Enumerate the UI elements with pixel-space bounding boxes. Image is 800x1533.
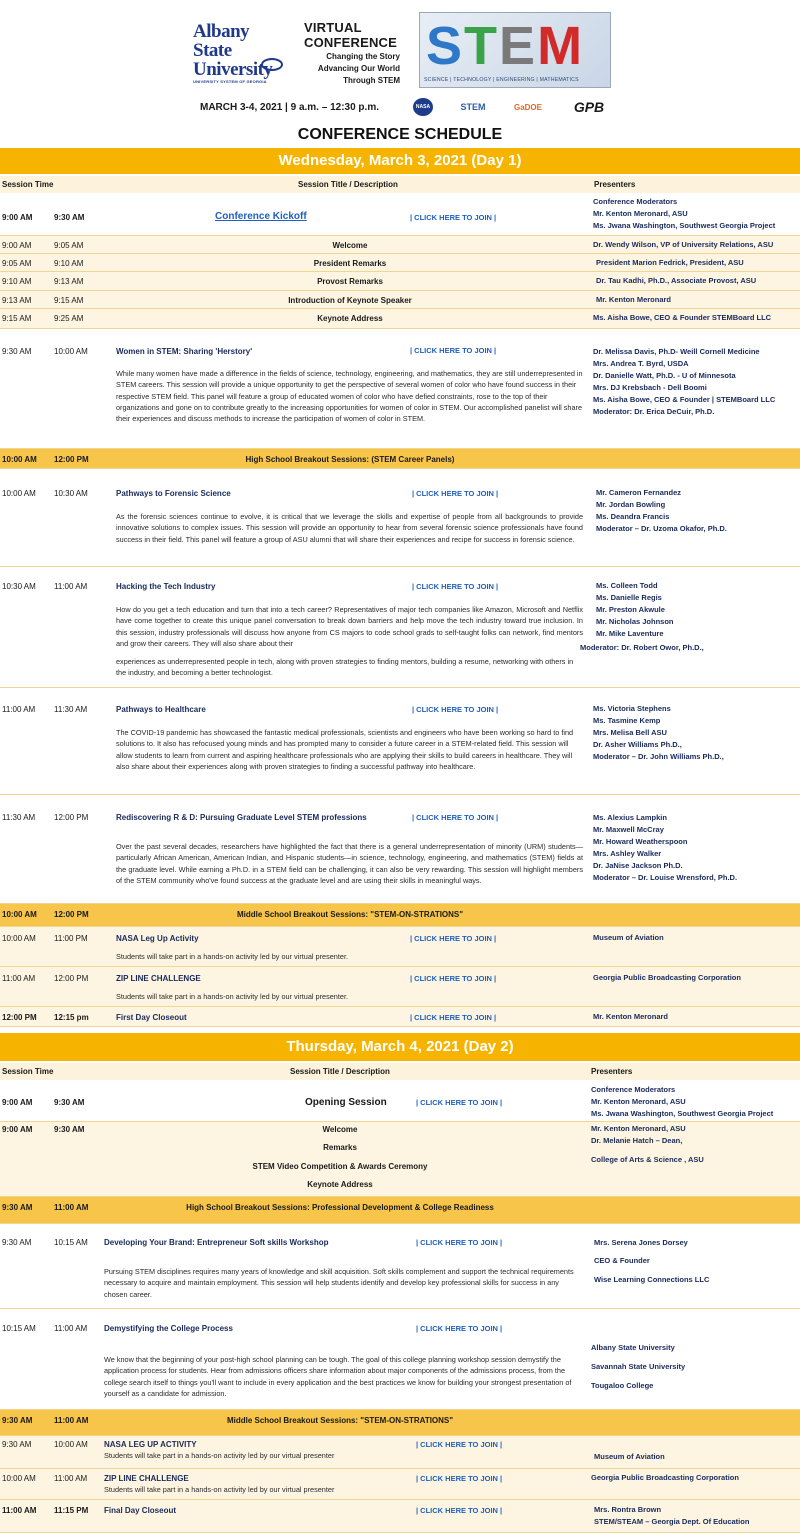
asu-logo: Albany State University UNIVERSITY SYSTEM OF GEORGIA (193, 22, 288, 80)
table-row: 11:30 AM 12:00 PM Rediscovering R & D: Pursuing Graduate Level STEM professions | CLICK HERE TO JOIN | Over the past several decades, researchers have highlighted the fact that there is a general underrepresentation of minority (URM) students—particularly African American, American Indian, and Hispanic students—in science, technology, engineering, and mathematics (STEM) fields at the graduate level. While earning a Ph.D. in a STEM field can be challenging, it can also be very rewarding. This session will highlight members of the STEM community who've found success at the graduate level and are using their skills in meaningful ways. Ms. Alexius Lampkin Mr. Maxwell McCray Mr. Howard Weatherspoon Mrs. Ashley Walker Dr. JaNise Jackson Ph.D. Moderator – Dr. Louise Wrensford, Ph.D. (0, 795, 800, 904)
nasa-logo: NASA (413, 98, 433, 116)
join-link[interactable]: | CLICK HERE TO JOIN | (410, 934, 497, 943)
join-link[interactable]: | CLICK HERE TO JOIN | (410, 213, 497, 222)
table-row: 9:00 AM 9:05 AM Welcome Dr. Wendy Wilson, VP of University Relations, ASU (0, 236, 800, 254)
table-row: 12:00 PM 12:15 pm First Day Closeout | CLICK HERE TO JOIN | Mr. Kenton Meronard (0, 1007, 800, 1027)
day1-column-headers: Session Time Session Title / Description Presenters (0, 176, 800, 193)
table-row: 9:15 AM 9:25 AM Keynote Address Ms. Aisha Bowe, CEO & Founder STEMBoard LLC (0, 309, 800, 329)
table-row: 9:05 AM 9:10 AM President Remarks President Marion Fedrick, President, ASU (0, 254, 800, 272)
table-row: 9:30 AM 10:00 AM Women in STEM: Sharing 'Herstory' | CLICK HERE TO JOIN | While many women have made a difference in the fields of science, technology, engineering, and mathematics, they are still underrepresented in STEM careers. This session will provide a unique opportunity to get the perspective of several women of color who have found success in their respective STEM field. This panel will feature a group of educated women of color who have defied constraints, rose to the top of their organizations and gone on to contribute greatly to the increasing opportunities for women of color in STEM. Our accomplished panelist will share their experiences and discuss methods to increase the participation of women of color in STEM. Dr. Melissa Davis, Ph.D- Weill Cornell Medicine Mrs. Andrea T. Byrd, USDA Dr. Danielle Watt, Ph.D. - U of Minnesota Mrs. DJ Krebsbach - Dell Boomi Ms. Aisha Bowe, CEO & Founder | STEMBoard LLC Moderator: Dr. Erica DeCuir, Ph.D. (0, 329, 800, 449)
join-link[interactable]: | CLICK HERE TO JOIN | (412, 813, 499, 822)
join-link[interactable]: | CLICK HERE TO JOIN | (416, 1098, 503, 1107)
join-link[interactable]: | CLICK HERE TO JOIN | (416, 1506, 503, 1515)
table-row: 10:30 AM 11:00 AM Hacking the Tech Industry | CLICK HERE TO JOIN | How do you get a tech education and turn that into a tech career? Representatives of major tech companies like Amazon, Microsoft and Netflix have come together to create this unique panel conversation to break down barriers and help move the tech industry toward true inclusion. In this session, industry professionals will discuss how anyone from CS majors to code school grads to self-taught folks can network, find mentors and grow their careers. They will also share about their Ms. Colleen Todd Ms. Danielle Regis Mr. Preston Akwule Mr. Nicholas Johnson Mr. Mike Laventure Moderator: Dr. Robert Owor, Ph.D., experiences as underrepresented people in tech, along with proven strategies to finding mentors, building a resume, networking with others in the industry, and becoming a better technologist. (0, 567, 800, 688)
section-header-row: 9:30 AM 11:00 AM Middle School Breakout Sessions: "STEM-ON-STRATIONS" (0, 1410, 800, 1436)
join-link[interactable]: | CLICK HERE TO JOIN | (410, 1013, 497, 1022)
table-row: 9:10 AM 9:13 AM Provost Remarks Dr. Tau Kadhi, Ph.D., Associate Provost, ASU (0, 272, 800, 291)
join-link[interactable]: | CLICK HERE TO JOIN | (416, 1324, 503, 1333)
table-row: 9:30 AM 10:15 AM Developing Your Brand: Entrepreneur Soft skills Workshop | CLICK HERE TO JOIN | Pursuing STEM disciplines requires many years of knowledge and skill acquisition. Soft skills complement and support the technical requirements necessary to acquire and maintain employment. This session will help students identify and develop key professional skills for success in any chosen career. Mrs. Serena Jones Dorsey CEO & Founder Wise Learning Connections LLC (0, 1224, 800, 1309)
join-link[interactable]: | CLICK HERE TO JOIN | (416, 1474, 503, 1483)
table-row: 9:30 AM 10:00 AM NASA LEG UP ACTIVITY | CLICK HERE TO JOIN | Students will take part in a hands-on activity led by our virtual presenter Museum of Aviation (0, 1436, 800, 1469)
join-link[interactable]: | CLICK HERE TO JOIN | (410, 974, 497, 983)
join-link[interactable]: | CLICK HERE TO JOIN | (416, 1440, 503, 1449)
join-link[interactable]: | CLICK HERE TO JOIN | (412, 705, 499, 714)
section-header-row: 10:00 AM 12:00 PM Middle School Breakout Sessions: "STEM-ON-STRATIONS" (0, 904, 800, 927)
conference-kickoff-link[interactable]: Conference Kickoff (215, 211, 307, 222)
join-link[interactable]: | CLICK HERE TO JOIN | (412, 489, 499, 498)
table-row: 9:00 AM 9:30 AM Conference Kickoff | CLICK HERE TO JOIN | Conference Moderators Mr. Kenton Meronard, ASU Ms. Jwana Washington, Southwest Georgia Project (0, 194, 800, 236)
table-row: 10:00 AM 11:00 AM ZIP LINE CHALLENGE | CLICK HERE TO JOIN | Students will take part in a hands-on activity led by our virtual presenter Georgia Public Broadcasting Corporation (0, 1469, 800, 1500)
gpb-logo: GPB (573, 99, 605, 115)
table-row: 10:15 AM 11:00 AM Demystifying the College Process | CLICK HERE TO JOIN | We know that the beginning of your post-high school planning can be tough. The goal of this college planning workshop session demystify the application process for students. Hear from admissions officers share information about major components of the admissions process, from the college search itself to things you'll want to include in every application and the best practices we know for building your strongest presentation of yourself as a candidate for admission. Albany State University Savannah State University Tougaloo College (0, 1309, 800, 1410)
table-row: 11:00 AM 11:15 PM Final Day Closeout | CLICK HERE TO JOIN | Mrs. Rontra Brown STEM/STEAM – Georgia Dept. Of Education (0, 1500, 800, 1533)
table-row: 10:00 AM 10:30 AM Pathways to Forensic Science | CLICK HERE TO JOIN | As the forensic sciences continue to evolve, it is critical that we leverage the skills and expertise of people from all backgrounds to provide innovative solutions to complex issues. This session will provide an opportunity to hear from several forensic science professionals have found success in their field. This panel will feature a group of ASU alumni that will share their experiences and recipe for success in forensic science. Mr. Cameron Fernandez Mr. Jordan Bowling Ms. Deandra Francis Moderator – Dr. Uzoma Okafor, Ph.D. (0, 469, 800, 567)
table-row: 10:00 AM 11:00 PM NASA Leg Up Activity | CLICK HERE TO JOIN | Museum of Aviation Students will take part in a hands-on activity led by our virtual presenter. (0, 927, 800, 967)
page-title: CONFERENCE SCHEDULE (297, 126, 503, 143)
day2-banner: Thursday, March 4, 2021 (Day 2) (0, 1033, 800, 1061)
table-row: 11:00 AM 12:00 PM ZIP LINE CHALLENGE | CLICK HERE TO JOIN | Georgia Public Broadcasting Corporation Students will take part in a hands-on activity led by our virtual presenter. (0, 967, 800, 1007)
stem-logo: STEM SCIENCE | TECHNOLOGY | ENGINEERING | MATHEMATICS (419, 12, 611, 88)
flyer-header (0, 0, 800, 148)
join-link[interactable]: | CLICK HERE TO JOIN | (416, 1238, 503, 1247)
stem-sponsor-logo: STEM (460, 102, 486, 112)
day1-banner: Wednesday, March 3, 2021 (Day 1) (0, 148, 800, 174)
conference-dates: MARCH 3-4, 2021 | 9 a.m. – 12:30 p.m. (200, 102, 379, 113)
section-header-row: 10:00 AM 12:00 PM High School Breakout Sessions: (STEM Career Panels) (0, 449, 800, 469)
virtual-conference-label: VIRTUAL CONFERENCE Changing the Story Advancing Our World Through STEM (304, 20, 400, 85)
join-link[interactable]: | CLICK HERE TO JOIN | (412, 582, 499, 591)
gadoe-logo: GaDOE (513, 102, 542, 112)
table-row: 9:00 AM 9:30 AM Opening Session | CLICK HERE TO JOIN | Conference Moderators Mr. Kenton Meronard, ASU Ms. Jwana Washington, Southwest Georgia Project (0, 1081, 800, 1122)
table-row: 9:13 AM 9:15 AM Introduction of Keynote Speaker Mr. Kenton Meronard (0, 291, 800, 309)
day2-column-headers: Session Time Session Title / Description Presenters (0, 1063, 800, 1080)
table-row: 9:00 AM 9:30 AM Welcome Remarks STEM Video Competition & Awards Ceremony Keynote Address Mr. Kenton Meronard, ASU Dr. Melanie Hatch – Dean, College of Arts & Science , ASU (0, 1122, 800, 1197)
table-row: 11:00 AM 11:30 AM Pathways to Healthcare | CLICK HERE TO JOIN | The COVID-19 pandemic has showcased the fantastic medical professionals, scientists and engineers who have been working so hard to find solutions to. It also has refocused young minds and has prompted many to consider a future career in a STEM-related field. This session will allow students to learn from current and aspiring healthcare professionals who are applying their skills to build careers in healthcare. They will also share about their experiences along with proven strategies to finding a successful pathway into healthcare. Ms. Victoria Stephens Ms. Tasmine Kemp Mrs. Melisa Bell ASU Dr. Asher Williams Ph.D., Moderator – Dr. John Williams Ph.D., (0, 688, 800, 795)
join-link[interactable]: | CLICK HERE TO JOIN | (410, 346, 497, 355)
asu-mark-icon (261, 58, 283, 71)
section-header-row: 9:30 AM 11:00 AM High School Breakout Sessions: Professional Development & College Readiness (0, 1197, 800, 1224)
